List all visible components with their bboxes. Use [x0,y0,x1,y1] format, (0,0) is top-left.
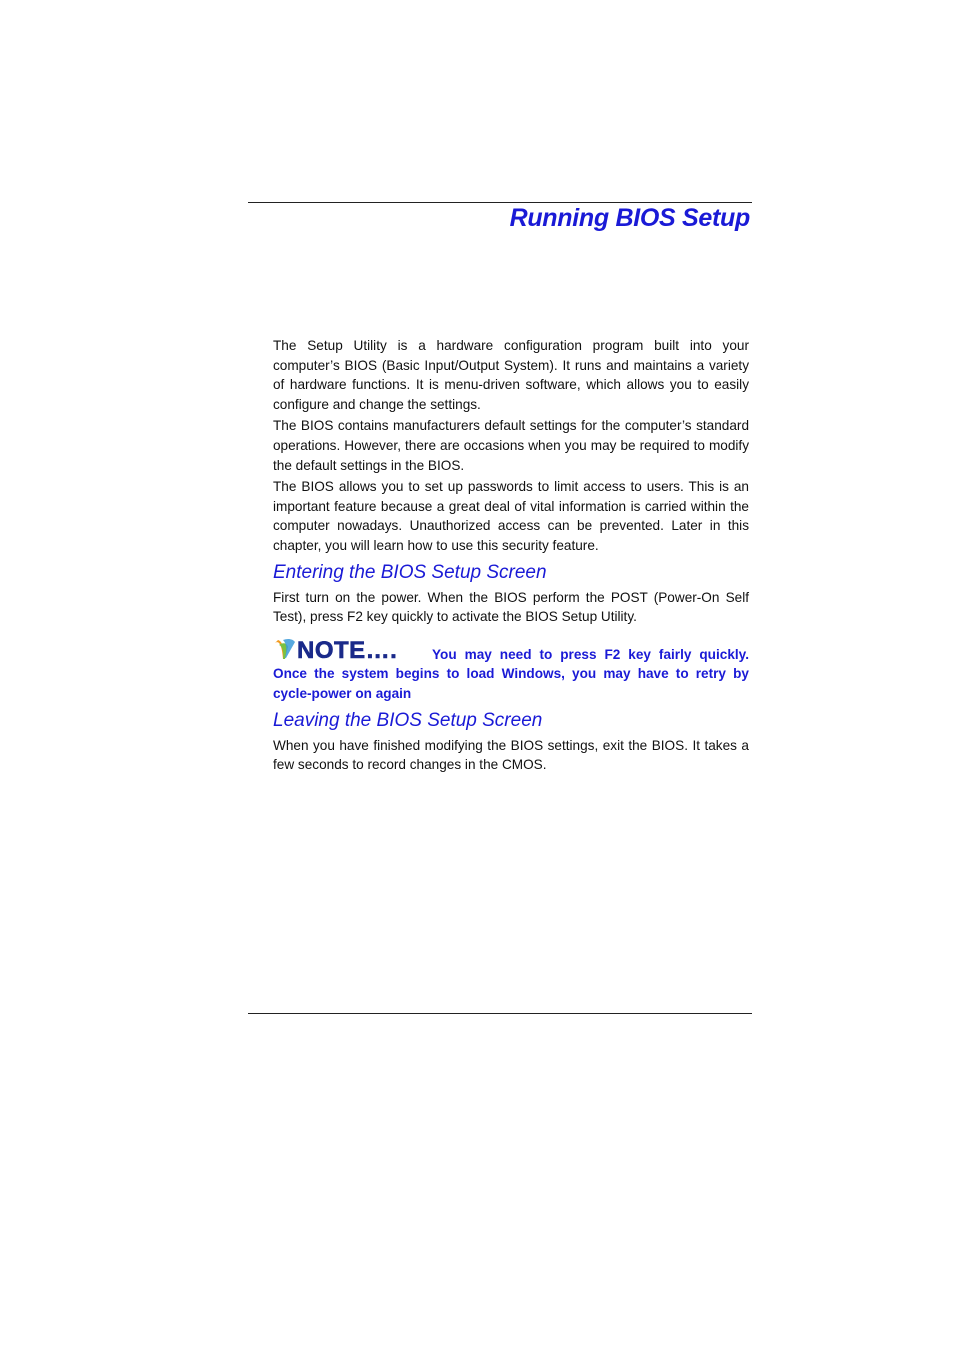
entering-paragraph: First turn on the power. When the BIOS perform the POST (Power-On Self Test), press F2 key quickly to activate the BIOS Setup Utility. [273,589,749,625]
intro-paragraph-3: The BIOS allows you to set up passwords to limit access to users. This is an important feature because a great deal of vital information is carried within the computer nowadays. Unauthorized access can be prevented. Later in this chapter, you will learn how to use this security feature. [273,479,749,553]
note-badge-icon [273,637,406,661]
section-heading-entering: Entering the BIOS Setup Screen [273,561,547,583]
top-divider [248,202,752,203]
note-block [273,637,749,704]
intro-paragraph-2: The BIOS contains manufacturers default settings for the computer’s standard operations. However, there are occasions when you may be required to modify the default settings in the BIOS. [273,418,749,473]
leaving-paragraph: When you have finished modifying the BIOS settings, exit the BIOS. It takes a few seconds to record changes in the CMOS. [273,737,749,773]
page-title: Running BIOS Setup [509,204,750,232]
note-badge-text: NOTE…. [297,636,398,661]
bottom-divider [248,1013,752,1014]
intro-paragraph-1: The Setup Utility is a hardware configuration program built into your computer’s BIOS (Basic Input/Output System). It runs and maintains a variety of hardware functions. It is menu-driven software, which allows you to easily configure and change the settings. [273,338,749,412]
section-heading-leaving: Leaving the BIOS Setup Screen [273,709,543,731]
main-content [273,336,749,777]
note-text: You may need to press F2 key fairly quickly. Once the system begins to load Windows, you may have to retry by cycle-power on again [273,646,749,701]
